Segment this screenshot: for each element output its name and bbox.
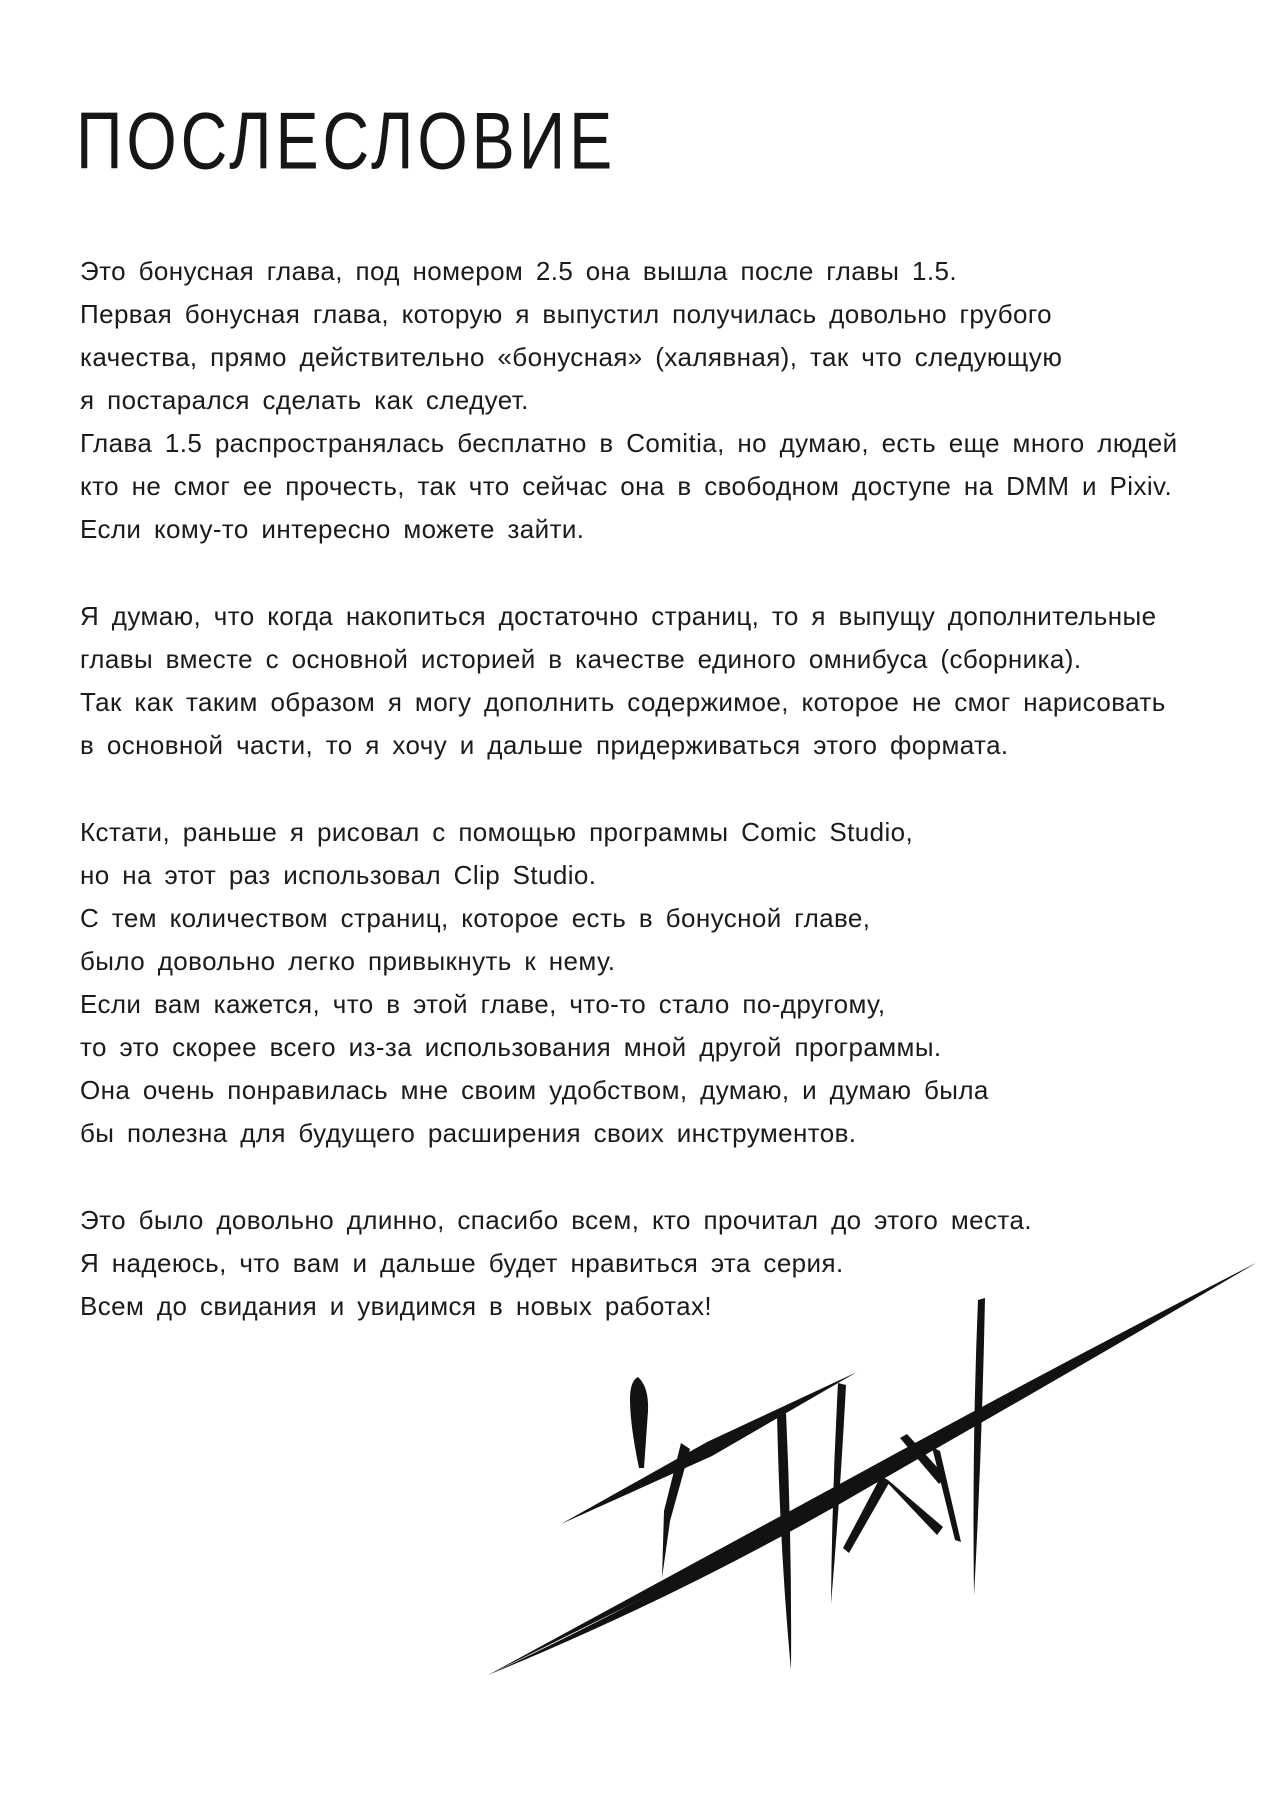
text-line: качества, прямо действительно «бонусная» (халявная), так что следующую <box>80 342 1063 372</box>
paragraph-2 <box>80 595 1220 767</box>
page-title: ПОСЛЕСЛОВИЕ <box>76 95 617 186</box>
text-line: Так как таким образом я могу дополнить содержимое, которое не смог нарисовать <box>80 687 1166 717</box>
text-line: я постарался сделать как следует. <box>80 385 529 415</box>
text-line: Если вам кажется, что в этой главе, что-то стало по-другому, <box>80 989 886 1019</box>
afterword-text <box>80 250 1220 1372</box>
text-line: Это бонусная глава, под номером 2.5 она вышла после главы 1.5. <box>80 256 957 286</box>
text-line: бы полезна для будущего расширения своих инструментов. <box>80 1118 857 1148</box>
text-line: главы вместе с основной историей в качестве единого омнибуса (сборника). <box>80 644 1082 674</box>
text-line: но на этот раз использовал Clip Studio. <box>80 860 597 890</box>
text-line: С тем количеством страниц, которое есть в бонусной главе, <box>80 903 871 933</box>
text-line: Она очень понравилась мне своим удобством, думаю, и думаю была <box>80 1075 989 1105</box>
text-line: то это скорее всего из-за использования мной другой программы. <box>80 1032 942 1062</box>
text-line: кто не смог ее прочесть, так что сейчас она в свободном доступе на DMM и Pixiv. <box>80 471 1173 501</box>
text-line: Кстати, раньше я рисовал с помощью программы Comic Studio, <box>80 817 914 847</box>
text-line: Это было довольно длинно, спасибо всем, кто прочитал до этого места. <box>80 1205 1032 1235</box>
paragraph-3 <box>80 811 1220 1155</box>
author-signature-image <box>455 1243 1265 1808</box>
text-line: Первая бонусная глава, которую я выпустил получилась довольно грубого <box>80 299 1053 329</box>
text-line: Я думаю, что когда накопиться достаточно страниц, то я выпущу дополнительные <box>80 601 1157 631</box>
text-line: в основной части, то я хочу и дальше придерживаться этого формата. <box>80 730 1009 760</box>
paragraph-1 <box>80 250 1220 551</box>
text-line: было довольно легко привыкнуть к нему. <box>80 946 616 976</box>
text-line: Я надеюсь, что вам и дальше будет нравиться эта серия. <box>80 1248 844 1278</box>
text-line: Глава 1.5 распространялась бесплатно в Comitia, но думаю, есть еще много людей <box>80 428 1178 458</box>
signature-brush-strokes <box>488 1263 1256 1675</box>
text-line: Если кому-то интересно можете зайти. <box>80 514 585 544</box>
text-line: Всем до свидания и увидимся в новых работах! <box>80 1291 713 1321</box>
